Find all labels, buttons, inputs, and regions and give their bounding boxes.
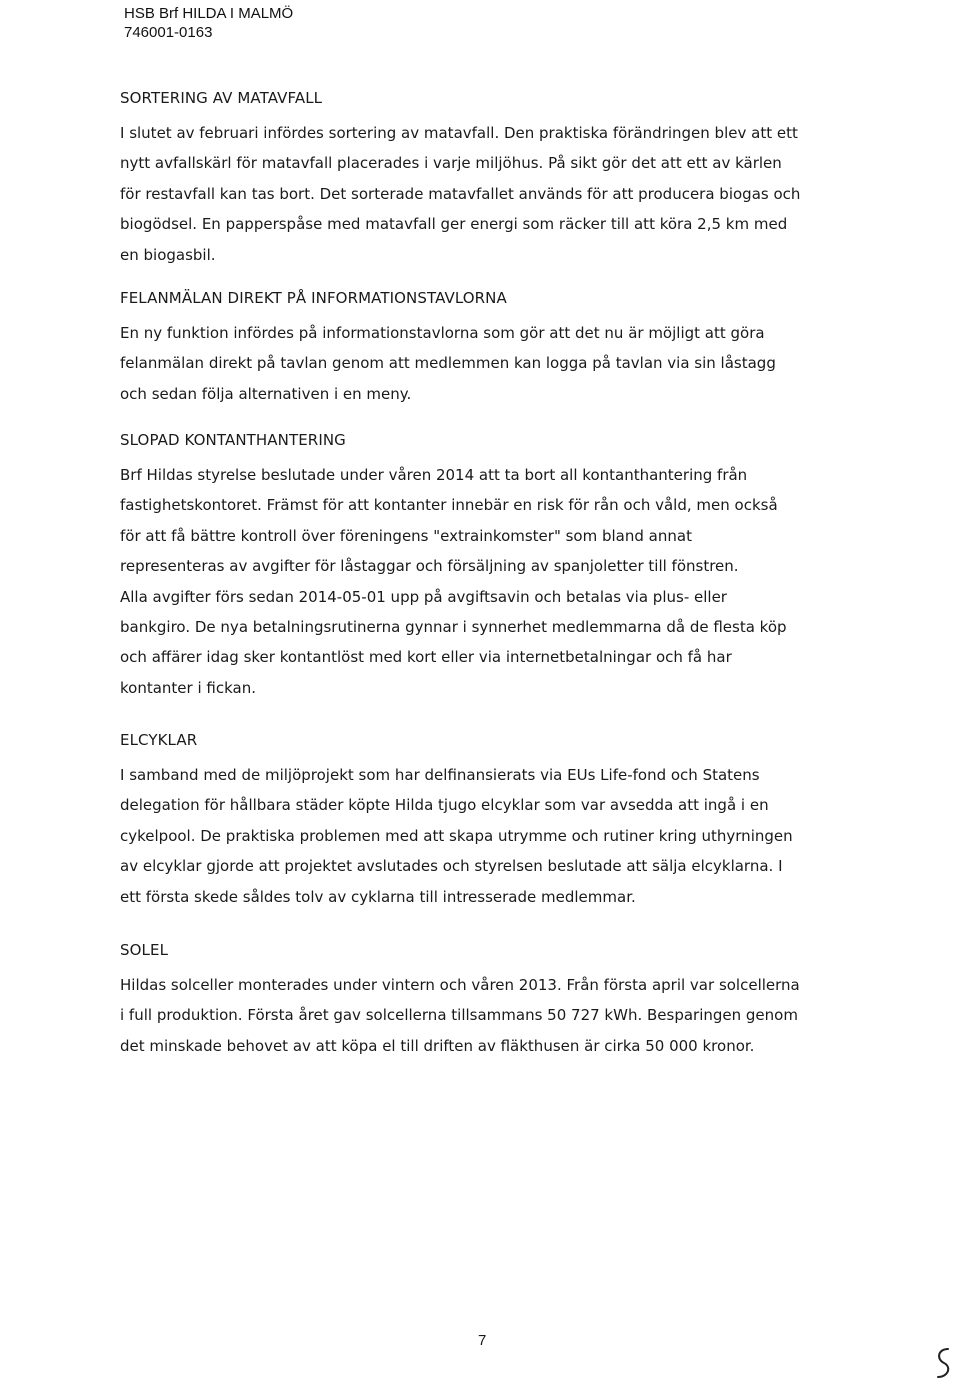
text-line: Hildas solceller monterades under vintern och våren 2013. Från första april var solcellerna — [120, 976, 800, 994]
text-line: I samband med de miljöprojekt som har delfinansierats via EUs Life-fond och Statens — [120, 766, 760, 784]
text-line: nytt avfallskärl för matavfall placerades i varje miljöhus. På sikt gör det att ett av kärlen — [120, 154, 782, 173]
text-line: representeras av avgifter för låstaggar och försäljning av spanjoletter till fönstren. — [120, 557, 739, 576]
section-body — [120, 118, 840, 270]
text-line: och affärer idag sker kontantlöst med kort eller via internetbetalningar och få har — [120, 648, 732, 667]
association-name: HSB Brf HILDA I MALMÖ — [124, 5, 294, 22]
section-title: FELANMÄLAN DIREKT PÅ INFORMATIONSTAVLORNA — [120, 289, 507, 307]
section-solel — [120, 940, 840, 1061]
text-line: ett första skede såldes tolv av cyklarna till intresserade medlemmar. — [120, 887, 636, 906]
text-line: bankgiro. De nya betalningsrutinerna gynnar i synnerhet medlemmarna då de flesta köp — [120, 618, 787, 637]
text-line: för att få bättre kontroll över föreningens "extrainkomster" som bland annat — [120, 526, 692, 545]
document-header — [124, 4, 293, 42]
text-line: delegation för hållbara städer köpte Hilda tjugo elcyklar som var avsedda att ingå i en — [120, 796, 769, 815]
text-line: för restavfall kan tas bort. Det sorterade matavfallet används för att producera biogas och — [120, 184, 801, 203]
section-body — [120, 760, 840, 912]
text-line: Alla avgifter förs sedan 2014-05-01 upp på avgiftsavin och betalas via plus- eller — [120, 587, 727, 606]
organization-number: 746001-0163 — [124, 24, 213, 41]
section-felanmalan — [120, 288, 840, 409]
section-title: SLOPAD KONTANTHANTERING — [120, 431, 346, 449]
text-line: En ny funktion infördes på informationstavlorna som gör att det nu är möjligt att göra — [120, 324, 765, 342]
text-line: och sedan följa alternativen i en meny. — [120, 384, 412, 403]
section-title: SORTERING AV MATAVFALL — [120, 89, 323, 107]
text-line: felanmälan direkt på tavlan genom att medlemmen kan logga på tavlan via sin låstagg — [120, 354, 776, 373]
text-line: fastighetskontoret. Främst för att kontanter innebär en risk för rån och våld, men också — [120, 496, 778, 515]
text-line: en biogasbil. — [120, 245, 216, 264]
section-body — [120, 318, 840, 409]
text-line: biogödsel. En papperspåse med matavfall ger energi som räcker till att köra 2,5 km med — [120, 215, 788, 234]
text-line: av elcyklar gjorde att projektet avslutades och styrelsen beslutade att sälja elcyklarna. I — [120, 857, 783, 876]
section-body — [120, 970, 840, 1061]
text-line: i full produktion. Första året gav solcellerna tillsammans 50 727 kWh. Besparingen genom — [120, 1006, 798, 1025]
section-title: ELCYKLAR — [120, 731, 198, 749]
text-line: I slutet av februari infördes sortering av matavfall. Den praktiska förändringen blev att ett — [120, 124, 798, 142]
text-line: kontanter i fickan. — [120, 678, 256, 697]
handwritten-initial-mark — [930, 1345, 958, 1381]
text-line: Brf Hildas styrelse beslutade under våren 2014 att ta bort all kontanthantering från — [120, 466, 748, 484]
section-matavfall — [120, 88, 840, 270]
text-line: cykelpool. De praktiska problemen med att skapa utrymme och rutiner kring uthyrningen — [120, 826, 793, 845]
section-elcyklar — [120, 730, 840, 912]
section-kontanthantering — [120, 430, 840, 703]
section-body — [120, 460, 840, 703]
page-number: 7 — [478, 1332, 487, 1349]
text-line: det minskade behovet av att köpa el till driften av fläkthusen är cirka 50 000 kronor. — [120, 1036, 755, 1055]
section-title: SOLEL — [120, 941, 169, 959]
